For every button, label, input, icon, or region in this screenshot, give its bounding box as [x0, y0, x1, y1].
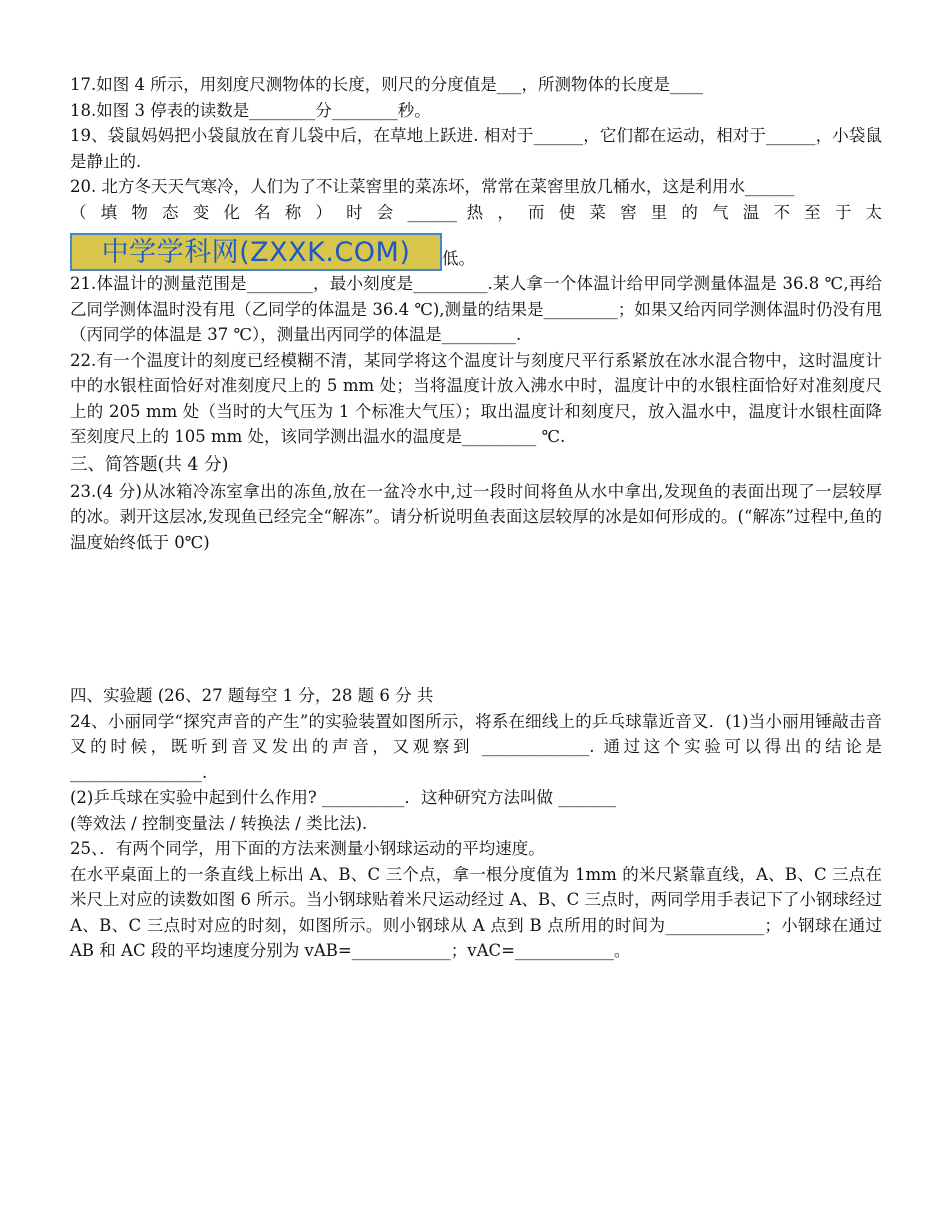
question-19: 19、袋鼠妈妈把小袋鼠放在育儿袋中后，在草地上跃进. 相对于______，它们都在运动，相对于______，小袋鼠是静止的.: [70, 126, 882, 171]
question-25-body: 在水平桌面上的一条直线上标出 A、B、C 三个点，拿一根分度值为 1mm 的米尺紧靠直线，A、B、C 三点在米尺上对应的读数如图 6 所示。当小钢球贴着米尺运动经过 A、B、C 三点时，两同学用手表记下了小钢球经过 A、B、C 三点时对应的时刻，如图所示。则小钢球从 A 点到 B 点所用的时间为____________；小钢球在通过 AB 和 AC 段的平均速度分别为 vAB=____________；vAC=____________。: [70, 864, 882, 960]
question-24-part-2: (2)乒乓球在实验中起到什么作用? __________．这种研究方法叫做 _______: [70, 788, 616, 807]
exam-page: [70, 72, 882, 964]
question-24-options: (等效法 / 控制变量法 / 转换法 / 类比法).: [70, 813, 368, 833]
question-21: 21.体温计的测量范围是________，最小刻度是_________.某人拿一个体温计给甲同学测量体温是 36.8 ℃,再给乙同学测体温时没有甩（乙同学的体温是 36.4 ℃),测量的结果是_________；如果又给丙同学测体温时仍没有甩（丙同学的体温是 37 ℃），测量出丙同学的体温是_________.: [70, 274, 882, 344]
question-20-line-2: （ 填 物 态 变 化 名 称 ） 时 会 ______ 热 ， 而 使 菜 窖 里 的 气 温 不 至 于 太: [70, 202, 882, 222]
question-20-line-3: [70, 227, 882, 271]
question-23: 23.(4 分)从冰箱冷冻室拿出的冻鱼,放在一盆冷水中,过一段时间将鱼从水中拿出,发现鱼的表面出现了一层较厚的冰。剥开这层冰,发现鱼已经完全“解冻”。请分析说明鱼表面这层较厚的冰是如何形成的。(“解冻”过程中,鱼的温度始终低于 0℃): [70, 481, 882, 552]
question-18: 18.如图 3 停表的读数是________分________秒。: [70, 100, 431, 120]
question-17: 17.如图 4 所示，用刻度尺测物体的长度，则尺的分度值是___，所测物体的长度是____: [70, 75, 703, 94]
question-25-intro: 25、．有两个同学，用下面的方法来测量小钢球运动的平均速度。: [70, 839, 545, 858]
section-4-heading: 四、实验题 (26、27 题每空 1 分，28 题 6 分 共: [70, 686, 434, 705]
question-24-part-1: 24、小丽同学“探究声音的产生”的实验装置如图所示，将系在细线上的乒乓球靠近音叉．(1)当小丽用锤敲击音叉的时候，既听到音叉发出的声音，又观察到 _____________. 通过这个实验可以得出的结论是________________.: [70, 711, 882, 782]
section-3-heading: 三、简答题(共 4 分): [70, 454, 229, 475]
question-22: 22.有一个温度计的刻度已经模糊不清，某同学将这个温度计与刻度尺平行系紧放在冰水混合物中，这时温度计中的水银柱面恰好对准刻度尺上的 5 mm 处；当将温度计放入沸水中时，温度计中的水银柱面恰好对准刻度尺上的 205 mm 处（当时的大气压为 1 个标准大气压）；取出温度计和刻度尺，放入温水中，温度计水银柱面降至刻度尺上的 105 mm 处，该同学测出温水的温度是_________ ℃.: [70, 350, 882, 446]
answer-space: [70, 555, 882, 683]
question-20-tail: 低。: [442, 248, 475, 268]
question-20-line-1: 20. 北方冬天天气寒冷，人们为了不让菜窖里的菜冻坏，常常在菜窖里放几桶水，这是利用水______: [70, 177, 795, 196]
zxxk-watermark-logo: 中学学科网(ZXXK.COM): [70, 233, 442, 271]
